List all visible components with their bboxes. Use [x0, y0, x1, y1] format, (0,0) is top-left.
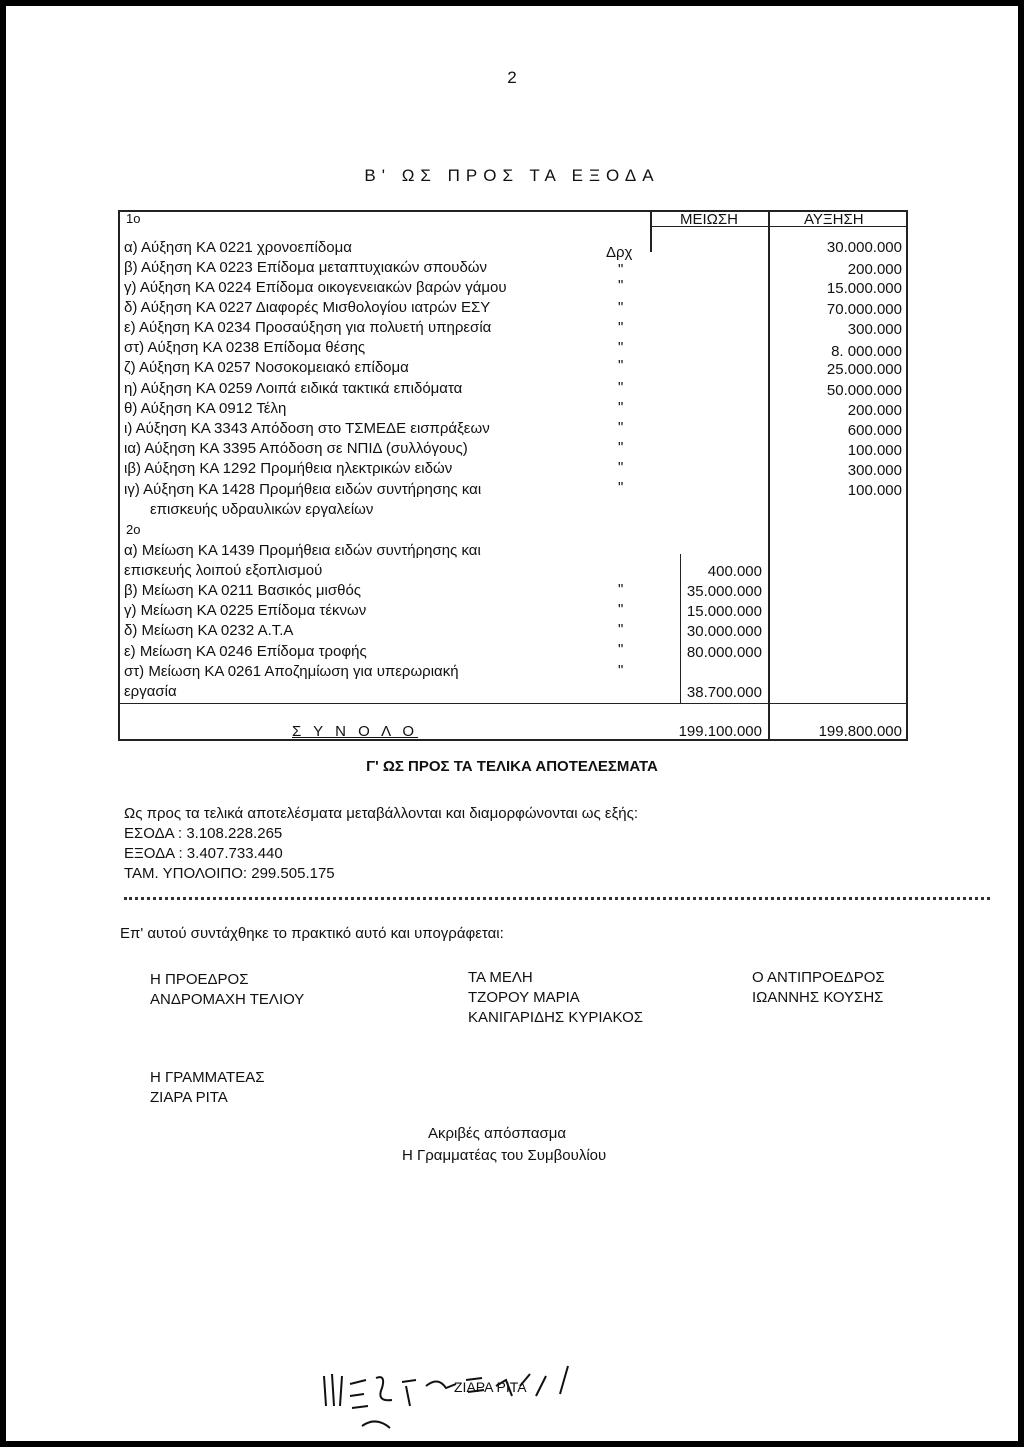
ditto-mark: " [618, 662, 624, 679]
table-row-label: θ) Αύξηση ΚΑ 0912 Τέλη [124, 400, 287, 417]
table-row-label: δ) Μείωση ΚΑ 0232 Α.Τ.Α [124, 622, 294, 639]
table-row-amount: 80.000.000 [686, 644, 762, 661]
table-row-label: στ) Αύξηση ΚΑ 0238 Επίδομα θέσης [124, 339, 366, 356]
ditto-mark: " [618, 399, 624, 416]
table-row-amount: 8. 000.000 [831, 343, 902, 360]
final-results-intro: Ως προς τα τελικά αποτελέσματα μεταβάλλονται και διαμορφώνονται ως εξής: [124, 805, 639, 822]
table-row-amount: 30.000.000 [826, 239, 902, 256]
table-row-label: ιγ) Αύξηση ΚΑ 1428 Προμήθεια ειδών συντήρησης και [124, 481, 482, 498]
header-decrease: ΜΕΙΩΣΗ [680, 211, 738, 228]
table-row-label: ε) Αύξηση ΚΑ 0234 Προσαύξηση για πολυετή υπηρεσία [124, 319, 492, 336]
ditto-mark: " [618, 319, 624, 336]
page-number: 2 [507, 68, 517, 87]
table-row-amount: 600.000 [847, 422, 902, 439]
dotted-separator [124, 897, 990, 900]
table-row-label: δ) Αύξηση ΚΑ 0227 Διαφορές Μισθολογίου ιατρών ΕΣΥ [124, 299, 491, 316]
table-row-amount: 30.000.000 [686, 623, 762, 640]
vice-president-title: Ο ΑΝΤΙΠΡΟΕΔΡΟΣ [752, 969, 885, 986]
table-row-label: α) Αύξηση ΚΑ 0221 χρονοεπίδομα [124, 239, 352, 256]
ditto-mark: " [618, 357, 624, 374]
ditto-mark: " [618, 299, 624, 316]
expenses-line: ΕΞΟΔΑ : 3.407.733.440 [124, 845, 283, 862]
table-row-continuation: επισκευής λοιπού εξοπλισμού [124, 562, 323, 579]
table-row-amount: 15.000.000 [686, 603, 762, 620]
table-row-amount: 100.000 [847, 482, 902, 499]
table-row-label: ιβ) Αύξηση ΚΑ 1292 Προμήθεια ηλεκτρικών ειδών [124, 460, 453, 477]
table-row-label: ια) Αύξηση ΚΑ 3395 Απόδοση σε ΝΠΙΔ (συλλόγους) [124, 440, 468, 457]
revenue-line: ΕΣΟΔΑ : 3.108.228.265 [124, 825, 283, 842]
document-page [6, 6, 1018, 1441]
table-row-amount: 25.000.000 [826, 361, 902, 378]
currency-label: Δρχ [606, 244, 633, 261]
final-results-title: Γ' ΩΣ ΠΡΟΣ ΤΑ ΤΕΛΙΚΑ ΑΠΟΤΕΛΕΣΜΑΤΑ [366, 758, 658, 775]
members-title: ΤΑ ΜΕΛΗ [468, 969, 533, 986]
table-row-amount: 35.000.000 [686, 583, 762, 600]
table-row-label: ι) Αύξηση ΚΑ 3343 Απόδοση στο ΤΣΜΕΔΕ εισπράξεων [124, 420, 490, 437]
president-title: Η ΠΡΟΕΔΡΟΣ [150, 971, 249, 988]
ditto-mark: " [618, 459, 624, 476]
member-name: ΤΖΟΡΟΥ ΜΑΡΙΑ [468, 989, 580, 1006]
table-row-amount: 200.000 [847, 402, 902, 419]
table-row-amount: 70.000.000 [826, 301, 902, 318]
member-name: ΚΑΝΙΓΑΡΙΔΗΣ ΚΥΡΙΑΚΟΣ [468, 1009, 644, 1026]
ditto-mark: " [618, 439, 624, 456]
ditto-mark: " [618, 419, 624, 436]
table-row-label: α) Μείωση ΚΑ 1439 Προμήθεια ειδών συντήρησης και [124, 542, 481, 559]
table-row-amount: 400.000 [707, 563, 762, 580]
table-left-border [118, 210, 120, 740]
section-title: Β' ΩΣ ΠΡΟΣ ΤΑ ΕΞΟΔΑ [364, 166, 660, 185]
table-row-amount: 50.000.000 [826, 382, 902, 399]
table-row-amount: 200.000 [847, 261, 902, 278]
table-row-amount: 15.000.000 [826, 280, 902, 297]
ditto-mark: " [618, 601, 624, 618]
ditto-mark: " [618, 621, 624, 638]
balance-line: ΤΑΜ. ΥΠΟΛΟΙΠΟ: 299.505.175 [124, 865, 335, 882]
stamp-signature-name: ΖΙΑΡΑ ΡΙΤΑ [454, 1379, 527, 1395]
table-row-label: ε) Μείωση ΚΑ 0246 Επίδομα τροφής [124, 643, 367, 660]
secretary-name: ΖΙΑΡΑ ΡΙΤΑ [150, 1089, 228, 1106]
table-top-border [118, 210, 908, 212]
table-col-divider-1 [650, 210, 652, 252]
certified-copy-line-2: Η Γραμματέας του Συμβουλίου [402, 1147, 607, 1164]
total-decrease: 199.100.000 [678, 723, 762, 740]
closing-statement: Επ' αυτού συντάχθηκε το πρακτικό αυτό και υπογράφεται: [120, 925, 504, 942]
table-row-continuation: εργασία [124, 683, 177, 700]
group-2-label: 2ο [126, 522, 141, 537]
table-row-label: β) Μείωση ΚΑ 0211 Βασικός μισθός [124, 582, 362, 599]
ditto-mark: " [618, 581, 624, 598]
header-increase: ΑΥΞΗΣΗ [804, 211, 864, 228]
table-row-amount: 300.000 [847, 321, 902, 338]
table-row-amount: 300.000 [847, 462, 902, 479]
certified-copy-line-1: Ακριβές απόσπασμα [428, 1125, 567, 1142]
table-row-label: στ) Μείωση ΚΑ 0261 Αποζημίωση για υπερωριακή [124, 663, 459, 680]
vice-president-name: ΙΩΑΝΝΗΣ ΚΟΥΣΗΣ [752, 989, 884, 1006]
table-row-label: ζ) Αύξηση ΚΑ 0257 Νοσοκομειακό επίδομα [124, 359, 409, 376]
handwritten-signature-icon [306, 1256, 626, 1436]
ditto-mark: " [618, 479, 624, 496]
president-name: ΑΝΔΡΟΜΑΧΗ ΤΕΛΙΟΥ [150, 991, 305, 1008]
table-row-amount: 100.000 [847, 442, 902, 459]
secretary-title: Η ΓΡΑΜΜΑΤΕΑΣ [150, 1069, 265, 1086]
ditto-mark: " [618, 379, 624, 396]
table-subtotal-line [118, 703, 908, 704]
table-row-continuation: επισκευής υδραυλικών εργαλείων [150, 501, 374, 518]
table-row-label: γ) Μείωση ΚΑ 0225 Επίδομα τέκνων [124, 602, 367, 619]
total-increase: 199.800.000 [818, 723, 902, 740]
table-col-divider-2 [768, 210, 770, 740]
table-right-border [906, 210, 908, 740]
ditto-mark: " [618, 277, 624, 294]
table-row-amount: 38.700.000 [686, 684, 762, 701]
table-row-label: γ) Αύξηση ΚΑ 0224 Επίδομα οικογενειακών βαρών γάμου [124, 279, 507, 296]
table-row-label: η) Αύξηση ΚΑ 0259 Λοιπά ειδικά τακτικά επιδόματα [124, 380, 463, 397]
total-label: Σ Υ Ν Ο Λ Ο [292, 723, 419, 740]
ditto-mark: " [618, 641, 624, 658]
table-row-label: β) Αύξηση ΚΑ 0223 Επίδομα μεταπτυχιακών σπουδών [124, 259, 488, 276]
ditto-mark: " [618, 339, 624, 356]
group-1-label: 1ο [126, 211, 141, 226]
ditto-mark: " [618, 261, 624, 278]
